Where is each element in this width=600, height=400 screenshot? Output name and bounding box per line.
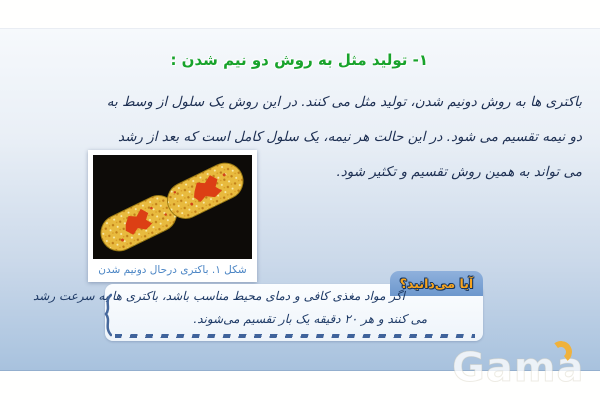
bacteria-image xyxy=(93,155,252,259)
dashed-border xyxy=(115,334,475,338)
figure-caption: شکل ۱. باکتری درحال دونیم شدن xyxy=(98,264,247,276)
paragraph-line-2: دو نیمه تقسیم می شود. در این حالت هر نیمه، یک سلول کامل است که بعد از رشد xyxy=(118,129,582,145)
slide-background xyxy=(0,28,600,371)
did-you-know-line-1: اگر مواد مغذی کافی و دمای محیط مناسب باشد، باکتری ها به سرعت رشد xyxy=(32,289,405,303)
gama-logo-text: Gama xyxy=(452,345,585,391)
slide-title: ۱- تولید مثل به روش دو نیم شدن : xyxy=(170,51,428,69)
did-you-know-tab: آیا می‌دانید؟ xyxy=(390,271,483,296)
box-left-squiggle xyxy=(102,293,112,337)
gama-watermark xyxy=(452,341,600,396)
paragraph-line-1: باکتری ها به روش دونیم شدن، تولید مثل می کنند. در این روش یک سلول از وسط به xyxy=(106,94,582,110)
did-you-know-box xyxy=(32,276,483,341)
did-you-know-line-2: می کنند و هر ۲۰ دقیقه یک بار تقسیم می‌شوند. xyxy=(193,312,427,326)
bacteria-figure xyxy=(88,150,257,282)
paragraph-line-3: می تواند به همین روش تقسیم و تکثیر شود. xyxy=(336,164,582,180)
